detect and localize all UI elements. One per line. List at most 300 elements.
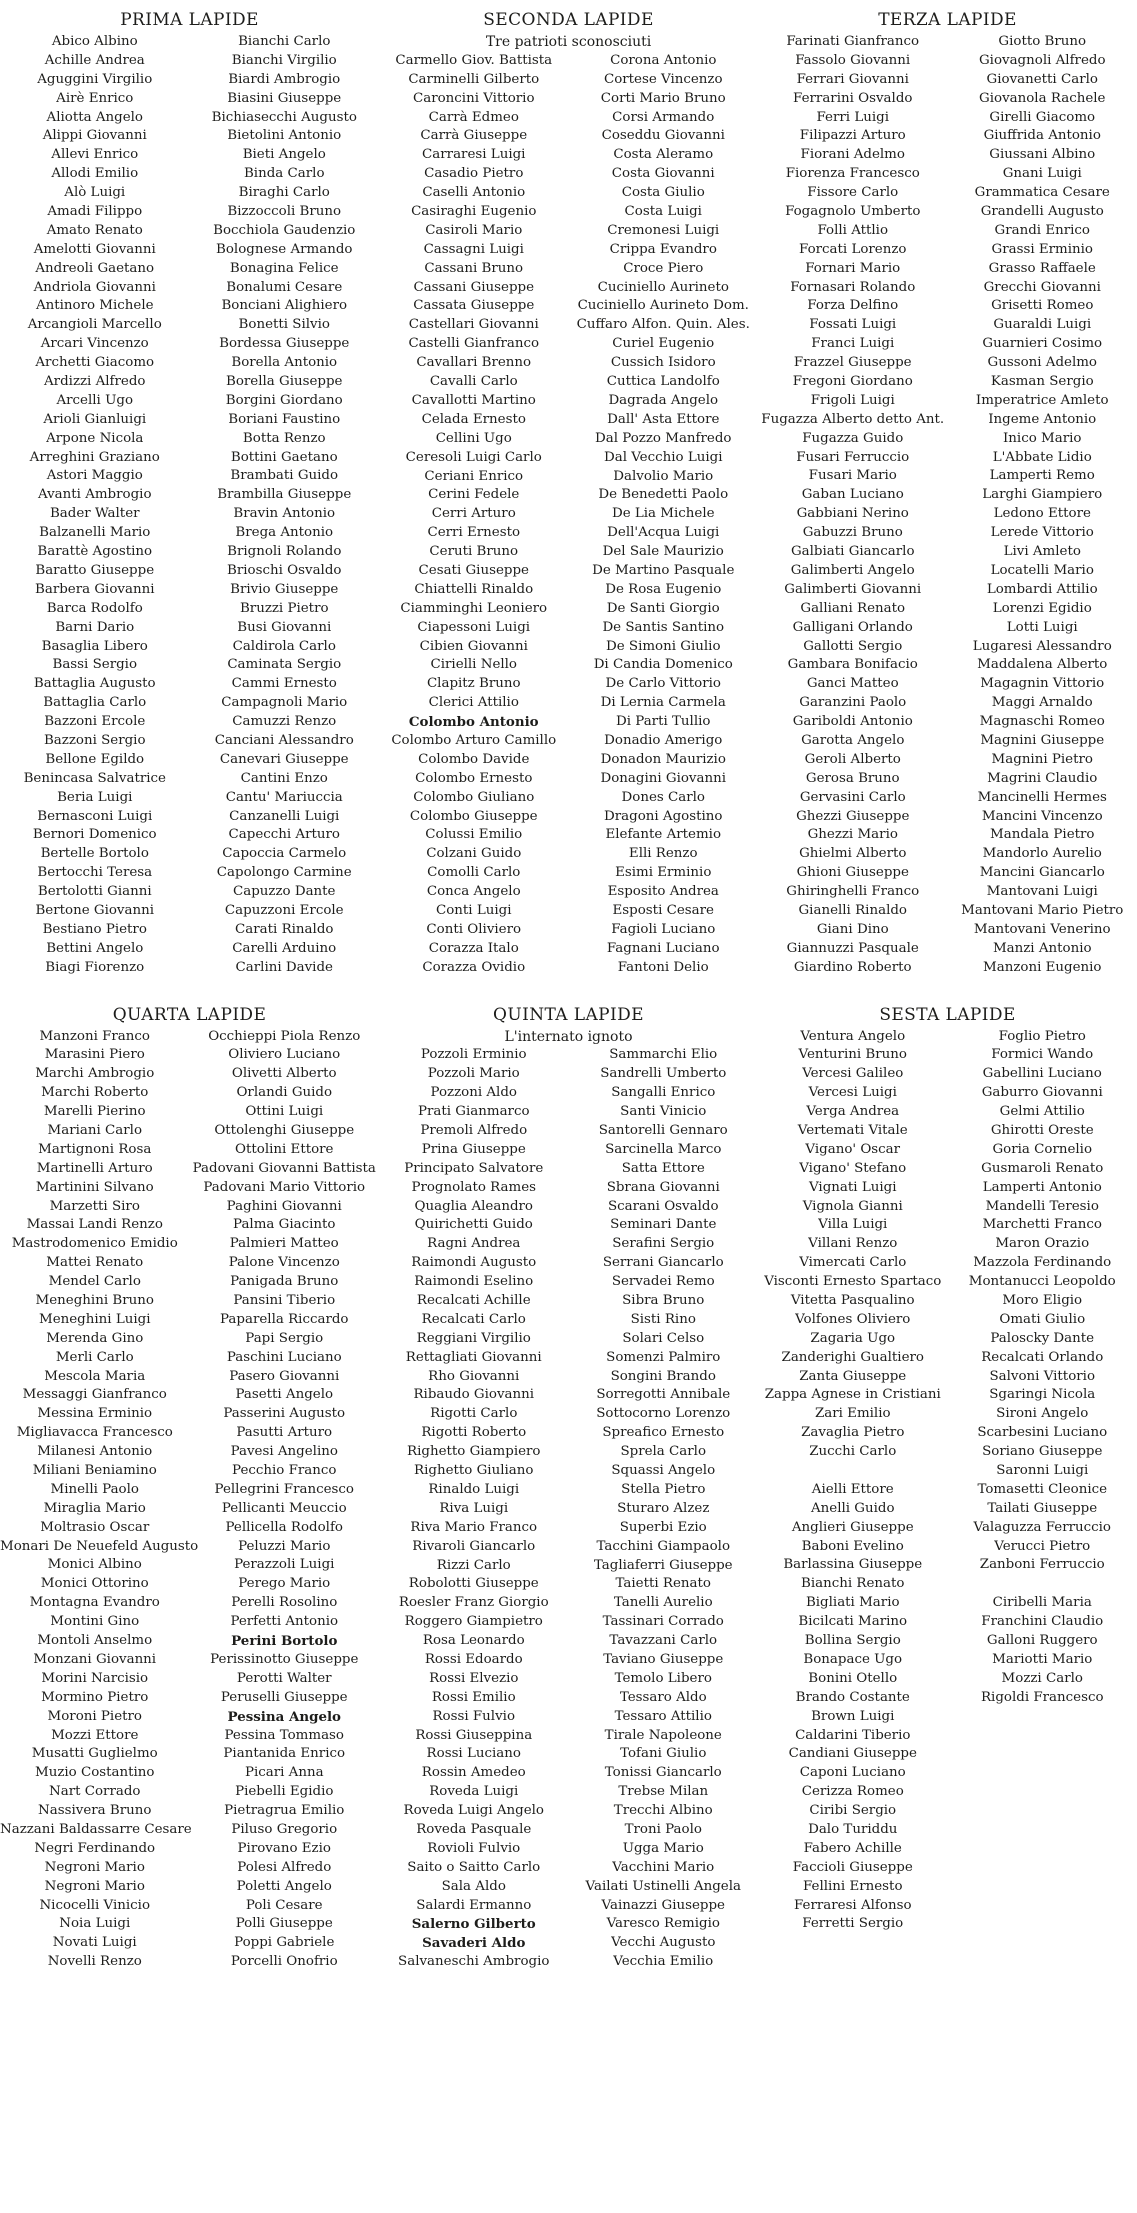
name-entry: Somenzi Palmiro: [606, 1349, 721, 1365]
name-entry: Recalcati Orlando: [981, 1349, 1104, 1365]
name-entry: Borella Antonio: [231, 355, 338, 371]
name-entry: Cantini Enzo: [240, 770, 328, 786]
name-entry: Salvoni Vittorio: [989, 1368, 1096, 1384]
name-entry: Battaglia Augusto: [33, 676, 156, 692]
name-entry: Bellone Egildo: [45, 751, 145, 767]
name-entry: Venturini Bruno: [798, 1047, 907, 1063]
name-entry: Marchetti Franco: [982, 1217, 1102, 1233]
name-entry: Gerosa Bruno: [805, 770, 900, 786]
name-entry: Grassi Erminio: [991, 241, 1093, 257]
name-entry: Clerici Attilio: [428, 695, 519, 711]
name-entry: Milanesi Antonio: [37, 1444, 153, 1460]
name-entry: Forza Delfino: [807, 298, 899, 314]
name-entry: Cesati Giuseppe: [418, 562, 529, 578]
name-entry: Mendel Carlo: [48, 1274, 141, 1290]
name-entry: Donadio Amerigo: [604, 732, 723, 748]
name-entry: Cantu' Mariuccia: [225, 789, 343, 805]
name-entry: Cammi Ernesto: [231, 676, 337, 692]
name-entry: Negri Ferdinando: [34, 1840, 156, 1856]
name-entry: Serrani Giancarlo: [602, 1255, 724, 1271]
name-entry: Cassata Giuseppe: [413, 298, 535, 314]
name-entry: Pansini Tiberio: [233, 1293, 336, 1309]
name-entry: Marasini Piero: [44, 1047, 145, 1063]
name-entry: Donagini Giovanni: [600, 770, 727, 786]
name-entry: Saito o Saitto Carlo: [407, 1859, 541, 1875]
name-entry: Rossi Emilio: [431, 1689, 516, 1705]
section-quinta-lapide: [379, 1002, 758, 1973]
name-entry: Casiroli Mario: [425, 222, 523, 238]
name-entry: Grandelli Augusto: [980, 204, 1104, 220]
name-entry: Martinini Silvano: [35, 1179, 154, 1195]
name-entry: Songini Brando: [610, 1368, 716, 1384]
name-entry: Sammarchi Elio: [609, 1047, 718, 1063]
name-entry: Quirichetti Guido: [414, 1217, 533, 1233]
name-entry: Ardizzi Alfredo: [44, 374, 146, 390]
name-entry: Savaderi Aldo: [422, 1935, 526, 1952]
name-entry: Barni Dario: [55, 619, 135, 635]
name-entry: Franchini Claudio: [981, 1614, 1104, 1630]
name-entry: Tavazzani Carlo: [609, 1633, 718, 1649]
name-entry: Vignola Gianni: [802, 1198, 903, 1214]
name-entry: Cerri Arturo: [431, 506, 516, 522]
name-entry: Negroni Mario: [44, 1859, 145, 1875]
name-entry: Bicilcati Marino: [798, 1614, 908, 1630]
name-entry: Mancini Giancarlo: [979, 865, 1105, 881]
name-entry: Gervasini Carlo: [799, 789, 906, 805]
name-entry: Tomasetti Cleonice: [977, 1481, 1108, 1497]
name-entry: Nicocelli Vinicio: [39, 1897, 151, 1913]
name-entry: Mozzi Ettore: [51, 1727, 139, 1743]
name-entry: Polli Giuseppe: [235, 1916, 333, 1932]
name-entry: Sandrelli Umberto: [600, 1066, 727, 1082]
name-entry: Clapitz Bruno: [426, 676, 521, 692]
name-entry: Fissore Carlo: [807, 185, 899, 201]
name-entry: Caldirola Carlo: [232, 638, 336, 654]
name-entry: Fornari Mario: [805, 260, 901, 276]
name-entry: Riva Luigi: [439, 1500, 509, 1516]
name-entry: Amelotti Giovanni: [33, 241, 156, 257]
name-entry: Casadio Pietro: [424, 166, 524, 182]
name-entry: Gaburro Giovanni: [981, 1085, 1103, 1101]
name-entry: Montoli Anselmo: [37, 1633, 153, 1649]
name-entry: Fregoni Giordano: [792, 374, 913, 390]
name-entry: Villa Luigi: [818, 1217, 888, 1233]
name-entry: Mantovani Venerino: [973, 921, 1111, 937]
name-entry: Ferraresi Alfonso: [793, 1897, 912, 1913]
name-column-left: [0, 33, 190, 978]
name-entry: Magrini Claudio: [987, 770, 1098, 786]
name-entry: Capoccia Carmelo: [222, 846, 347, 862]
name-entry: Bianchi Virgilio: [231, 52, 337, 68]
name-entry: Battaglia Carlo: [43, 695, 147, 711]
name-entry: Magnaschi Romeo: [979, 714, 1105, 730]
name-entry: Paghini Giovanni: [226, 1198, 342, 1214]
name-entry: Brioschi Osvaldo: [227, 562, 342, 578]
name-entry: Dragoni Agostino: [604, 808, 723, 824]
name-entry: Guaraldi Luigi: [993, 317, 1092, 333]
name-entry: Anglieri Giuseppe: [791, 1519, 914, 1535]
name-entry: Fossati Luigi: [809, 317, 897, 333]
name-entry: Grandi Enrico: [994, 222, 1090, 238]
name-entry: Scarani Osvaldo: [607, 1198, 719, 1214]
name-entry: Croce Piero: [623, 260, 704, 276]
name-entry: Colzani Guido: [426, 846, 522, 862]
name-entry: Avanti Ambrogio: [37, 487, 152, 503]
name-entry: Zanderighi Gualtiero: [781, 1349, 924, 1365]
name-entry: Airè Enrico: [56, 90, 134, 106]
name-entry: Colombo Giuliano: [413, 789, 535, 805]
section-title: TERZA LAPIDE: [878, 10, 1017, 30]
name-entry: Mantovani Mario Pietro: [961, 902, 1124, 918]
name-entry: Fassolo Giovanni: [795, 52, 911, 68]
name-entry: Sala Aldo: [441, 1878, 506, 1894]
name-entry: De Carlo Vittorio: [605, 676, 721, 692]
name-entry: Bolognese Armando: [216, 241, 353, 257]
name-entry: Ferretti Sergio: [802, 1916, 904, 1932]
name-columns: [379, 52, 758, 978]
name-entry: Alippi Giovanni: [42, 128, 147, 144]
name-entry: Paparella Riccardo: [220, 1311, 349, 1327]
name-entry: Robolotti Giuseppe: [408, 1576, 539, 1592]
name-entry: Carrà Giuseppe: [420, 128, 528, 144]
name-entry: Maddalena Alberto: [977, 657, 1108, 673]
name-entry: Raimondi Augusto: [411, 1255, 537, 1271]
name-entry: Cassagni Luigi: [423, 241, 524, 257]
name-entry: Larghi Giampiero: [982, 487, 1103, 503]
section-sesta-lapide: [758, 1002, 1137, 1973]
name-entry: Omati Giulio: [999, 1311, 1086, 1327]
name-entry: Tessaro Attilio: [614, 1708, 712, 1724]
name-entry: Peruselli Giuseppe: [220, 1689, 348, 1705]
name-column-right: [569, 1046, 759, 1972]
name-entry: Taietti Renato: [615, 1576, 711, 1592]
name-entry: Galimberti Angelo: [790, 562, 915, 578]
name-entry: Bazzoni Ercole: [44, 714, 146, 730]
name-entry: Fabero Achille: [803, 1840, 902, 1856]
name-entry: Casiraghi Eugenio: [411, 204, 537, 220]
name-column-right: [190, 33, 380, 978]
name-entry: Gianelli Rinaldo: [798, 902, 907, 918]
name-entry: Brambati Guido: [230, 468, 339, 484]
name-entry: Ceriani Enrico: [424, 468, 524, 484]
name-entry: Bassi Sergio: [52, 657, 138, 673]
name-entry: Palone Vincenzo: [228, 1255, 340, 1271]
name-entry: Amato Renato: [46, 222, 143, 238]
name-entry: Caminata Sergio: [227, 657, 342, 673]
name-entry: Bianchi Renato: [801, 1576, 905, 1592]
name-entry: Nassivera Bruno: [38, 1803, 152, 1819]
name-entry: Bichiasecchi Augusto: [211, 109, 357, 125]
name-entry: Canzanelli Luigi: [229, 808, 340, 824]
section-title: SECONDA LAPIDE: [483, 10, 654, 30]
name-entry: Garotta Angelo: [801, 732, 905, 748]
name-entry: Quaglia Aleandro: [414, 1198, 533, 1214]
name-entry: Magagnin Vittorio: [980, 676, 1105, 692]
name-entry: Giannuzzi Pasquale: [786, 940, 919, 956]
name-entry: Piantanida Enrico: [223, 1746, 346, 1762]
name-entry: Tessaro Aldo: [619, 1689, 707, 1705]
name-entry: Dall' Asta Ettore: [607, 411, 720, 427]
name-entry: Cuffaro Alfon. Quin. Ales.: [576, 317, 750, 333]
name-column-left: [758, 33, 948, 978]
name-entry: Oliviero Luciano: [228, 1047, 341, 1063]
name-columns: [0, 1028, 379, 1973]
name-entry: Antinoro Michele: [35, 298, 154, 314]
name-entry: Rossi Edoardo: [424, 1651, 523, 1667]
name-entry: Musatti Guglielmo: [31, 1746, 158, 1762]
name-entry: Carati Rinaldo: [235, 921, 334, 937]
name-entry: Cuttica Landolfo: [606, 374, 720, 390]
name-entry: Bieti Angelo: [242, 147, 326, 163]
name-entry: Scarbesini Luciano: [977, 1425, 1108, 1441]
name-entry: Messina Erminio: [37, 1406, 153, 1422]
name-entry: Ottolenghi Giuseppe: [214, 1123, 355, 1138]
name-entry: Gnani Luigi: [1002, 166, 1082, 182]
name-entry: Novati Luigi: [52, 1935, 137, 1951]
name-entry: Barbera Giovanni: [35, 581, 155, 597]
name-entry: Moltrasio Oscar: [40, 1519, 150, 1535]
name-entry: Sarcinella Marco: [605, 1141, 722, 1157]
name-entry: [758, 1462, 948, 1481]
name-entry: Fellini Ernesto: [802, 1878, 903, 1894]
name-entry: Corona Antonio: [610, 52, 717, 68]
name-entry: Carrà Edmeo: [428, 109, 519, 125]
name-entry: Bigliati Mario: [805, 1595, 900, 1611]
name-column-right: [569, 52, 759, 978]
name-entry: De Lia Michele: [611, 506, 715, 522]
name-entry: Verucci Pietro: [994, 1538, 1091, 1554]
name-entry: Vainazzi Giuseppe: [601, 1897, 725, 1913]
name-entry: Bettini Angelo: [46, 940, 144, 956]
name-entry: Bertocchi Teresa: [37, 865, 153, 881]
name-entry: Castellari Giovanni: [408, 317, 539, 333]
name-entry: Monici Albino: [47, 1557, 142, 1573]
name-entry: Brignoli Rolando: [227, 544, 342, 560]
name-entry: Fusari Mario: [808, 468, 897, 484]
name-entry: Botta Renzo: [242, 430, 326, 446]
name-entry: De Martino Pasquale: [592, 562, 735, 578]
name-entry: Castelli Gianfranco: [408, 336, 540, 352]
name-entry: Ottolini Ettore: [235, 1141, 334, 1157]
name-entry: Achille Andrea: [44, 52, 145, 68]
name-entry: Brown Luigi: [811, 1708, 895, 1724]
name-entry: Esposito Andrea: [607, 884, 719, 900]
name-entry: Dalo Turiddu: [808, 1821, 898, 1837]
name-entry: Elli Renzo: [628, 846, 698, 862]
name-entry: Soriano Giuseppe: [982, 1444, 1103, 1460]
name-entry: Villani Renzo: [808, 1236, 898, 1252]
name-entry: Moroni Pietro: [47, 1708, 142, 1724]
name-entry: Vimercati Carlo: [799, 1255, 907, 1271]
name-entry: Arioli Gianluigi: [43, 411, 147, 427]
name-entry: Ledono Ettore: [993, 506, 1091, 522]
name-entry: Conti Luigi: [435, 902, 512, 918]
name-entry: Vercesi Luigi: [808, 1085, 897, 1101]
name-entry: Temolo Libero: [614, 1670, 712, 1686]
name-entry: Rettagliati Giovanni: [405, 1349, 542, 1365]
name-entry: Principato Salvatore: [404, 1160, 544, 1176]
name-entry: Santorelli Gennaro: [598, 1123, 728, 1139]
name-entry: Barca Rodolfo: [46, 600, 143, 616]
name-entry: Piebelli Egidio: [235, 1784, 334, 1800]
name-entry: Beria Luigi: [57, 789, 133, 805]
name-entry: Bietolini Antonio: [227, 128, 342, 144]
name-entry: Manzoni Franco: [39, 1028, 150, 1044]
name-entry: Maggi Arnaldo: [991, 695, 1093, 711]
name-entry: Bestiano Pietro: [42, 921, 147, 937]
name-entry: Zari Emilio: [814, 1406, 891, 1422]
name-entry: Gambara Bonifacio: [787, 657, 918, 673]
name-entry: Gallotti Sergio: [803, 638, 903, 654]
name-entry: Kasman Sergio: [990, 374, 1094, 390]
name-entry: Forcati Lorenzo: [799, 241, 907, 257]
name-entry: Bianchi Carlo: [238, 34, 331, 49]
name-entry: Sibra Bruno: [622, 1293, 705, 1309]
name-entry: Rigotti Roberto: [421, 1425, 527, 1441]
name-entry: Dalvolio Mario: [613, 468, 714, 484]
name-entry: Pasutti Arturo: [236, 1425, 333, 1441]
name-entry: Poli Cesare: [245, 1897, 323, 1913]
name-entry: Bertolotti Gianni: [37, 884, 152, 900]
name-entry: De Benedetti Paolo: [598, 487, 729, 503]
name-entry: Monari De Neuefeld Augusto: [0, 1538, 199, 1554]
name-entry: Satta Ettore: [621, 1160, 705, 1176]
name-entry: Mozzi Carlo: [1001, 1670, 1083, 1686]
name-entry: Ugga Mario: [622, 1840, 704, 1856]
name-entry: Faccioli Giuseppe: [792, 1859, 913, 1875]
name-entry: Premoli Alfredo: [420, 1123, 528, 1139]
name-entry: Cuciniello Aurineto: [597, 279, 729, 295]
name-entry: Raimondi Eselino: [414, 1274, 534, 1290]
name-entry: Volfones Oliviero: [795, 1311, 911, 1327]
name-column-left: [758, 1028, 948, 1935]
name-entry: Martinelli Arturo: [36, 1160, 153, 1176]
name-entry: Pessina Angelo: [227, 1708, 341, 1725]
name-entry: Vitetta Pasqualino: [790, 1293, 915, 1309]
name-entry: Miliani Beniamino: [32, 1463, 157, 1479]
name-entry: Allevi Enrico: [51, 147, 139, 163]
name-entry: Capolongo Carmine: [216, 865, 352, 881]
name-entry: Gabellini Luciano: [982, 1066, 1102, 1082]
name-column-left: [0, 1028, 199, 1973]
name-entry: Sangalli Enrico: [611, 1085, 716, 1101]
bottom-band: [0, 1002, 1137, 1973]
name-entry: Folli Attlio: [817, 222, 889, 238]
name-entry: Bonetti Silvio: [238, 317, 330, 333]
name-entry: Gabuzzi Bruno: [802, 525, 903, 541]
name-entry: Muzio Costantino: [34, 1765, 155, 1781]
name-entry: Tassinari Corrado: [602, 1614, 724, 1630]
name-entry: Arpone Nicola: [46, 430, 144, 446]
section-title: QUARTA LAPIDE: [112, 1004, 267, 1025]
name-entry: Sironi Angelo: [996, 1406, 1089, 1422]
name-entry: Pasetti Angelo: [235, 1387, 334, 1403]
name-entry: Franci Luigi: [811, 336, 895, 352]
name-entry: Zanta Giuseppe: [799, 1368, 907, 1384]
name-entry: Pellegrini Francesco: [214, 1481, 354, 1497]
name-entry: Pellicanti Meuccio: [221, 1500, 347, 1516]
name-entry: Rivaroli Giancarlo: [412, 1538, 536, 1554]
name-column-left: [379, 52, 569, 978]
name-entry: Galbiati Giancarlo: [790, 544, 915, 560]
name-entry: Saronni Luigi: [996, 1463, 1089, 1479]
name-entry: Novelli Renzo: [47, 1954, 142, 1970]
name-entry: Mariotti Mario: [992, 1651, 1093, 1667]
name-entry: Seminari Dante: [610, 1217, 717, 1233]
name-entry: Brivio Giuseppe: [230, 581, 339, 597]
name-entry: Gaban Luciano: [801, 487, 904, 503]
name-entry: Donadon Maurizio: [600, 751, 726, 767]
name-entry: Roveda Luigi Angelo: [403, 1803, 544, 1819]
name-entry: Abico Albino: [51, 34, 138, 49]
name-entry: Frazzel Giuseppe: [793, 355, 912, 371]
section-subtitle: L'internato ignoto: [504, 1028, 633, 1045]
name-entry: Recalcati Carlo: [421, 1311, 526, 1327]
name-entry: Guarnieri Cosimo: [982, 336, 1103, 352]
name-entry: Gabbiani Nerino: [796, 506, 909, 522]
name-entry: Porcelli Onofrio: [230, 1954, 338, 1970]
name-entry: Migliavacca Francesco: [16, 1425, 173, 1441]
name-entry: Ferrarini Osvaldo: [793, 90, 913, 106]
name-entry: Magnini Pietro: [991, 751, 1093, 767]
name-entry: Servadei Remo: [611, 1274, 715, 1290]
name-entry: Taviano Giuseppe: [603, 1651, 724, 1667]
name-entry: Pecchio Franco: [232, 1463, 337, 1479]
name-entry: Stella Pietro: [621, 1481, 706, 1497]
name-entry: Ottini Luigi: [245, 1104, 324, 1120]
name-entry: Elefante Artemio: [605, 827, 722, 843]
name-entry: Brambilla Giuseppe: [217, 487, 352, 503]
name-entry: Sbrana Giovanni: [606, 1179, 720, 1195]
name-entry: Biraghi Carlo: [238, 185, 330, 201]
name-entry: Rossi Luciano: [426, 1746, 521, 1762]
name-entry: Mescola Maria: [44, 1368, 146, 1384]
name-entry: Fiorenza Francesco: [785, 166, 920, 182]
name-entry: Pozzoli Mario: [427, 1066, 520, 1082]
name-entry: Di Parti Tullio: [616, 714, 711, 730]
name-entry: Righetto Giampiero: [407, 1444, 541, 1460]
name-entry: Monzani Giovanni: [33, 1651, 157, 1667]
name-entry: Pessina Tommaso: [224, 1727, 344, 1743]
name-entry: Mandelli Teresio: [985, 1198, 1099, 1214]
name-entry: Perotti Walter: [236, 1670, 332, 1686]
name-entry: Gusmaroli Renato: [981, 1160, 1104, 1176]
name-entry: Cellini Ugo: [435, 430, 512, 446]
name-entry: De Simoni Giulio: [605, 638, 721, 654]
name-entry: Vignati Luigi: [809, 1179, 897, 1195]
name-entry: Prina Giuseppe: [421, 1141, 526, 1157]
name-entry: Rigotti Carlo: [430, 1406, 518, 1422]
name-entry: Giovanola Rachele: [979, 90, 1106, 106]
name-entry: Fugazza Guido: [802, 430, 904, 446]
name-entry: Giotto Bruno: [998, 34, 1087, 49]
name-entry: Minelli Paolo: [50, 1481, 139, 1497]
name-entry: Tacchini Giampaolo: [596, 1538, 731, 1554]
name-entry: Celada Ernesto: [421, 411, 526, 427]
name-entry: Rovioli Fulvio: [427, 1840, 521, 1856]
name-entry: Ceresoli Luigi Carlo: [405, 449, 542, 465]
name-entry: Formici Wando: [991, 1047, 1094, 1063]
name-entry: Perfetti Antonio: [230, 1614, 339, 1630]
name-entry: Prati Gianmarco: [417, 1104, 530, 1120]
name-entry: Giovagnoli Alfredo: [978, 52, 1106, 68]
name-entry: Caponi Luciano: [799, 1765, 906, 1781]
name-entry: Dones Carlo: [621, 789, 705, 805]
name-entry: Bazzoni Sergio: [43, 732, 146, 748]
name-entry: Tofani Giulio: [620, 1746, 707, 1762]
name-entry: Fiorani Adelmo: [800, 147, 905, 163]
name-entry: Dagrada Angelo: [608, 392, 719, 408]
